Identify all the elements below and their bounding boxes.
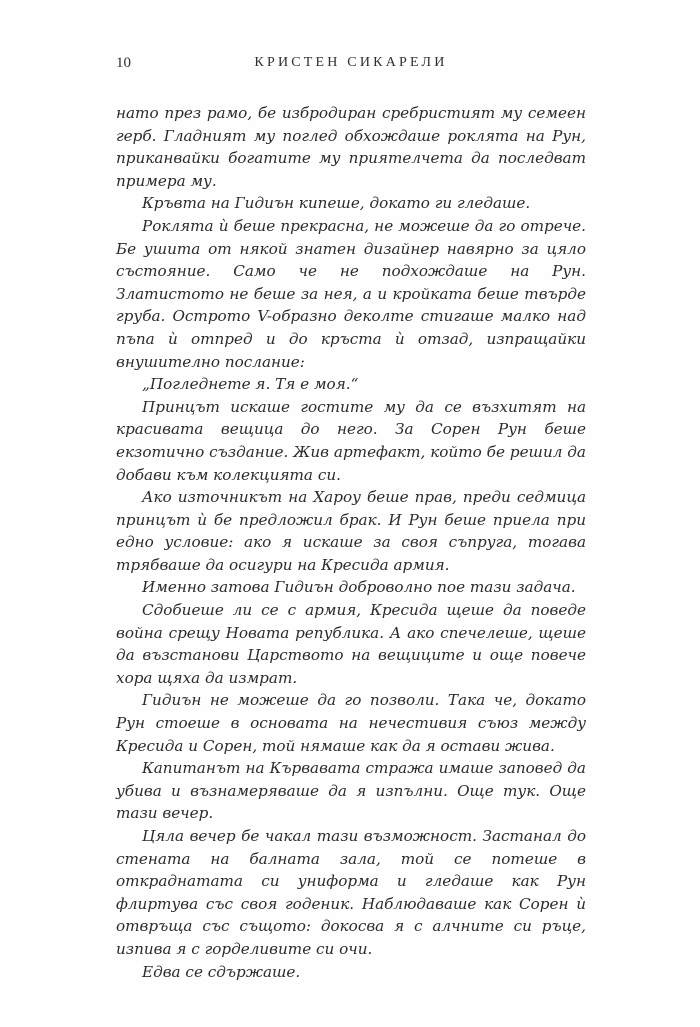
running-head-author: КРИСТЕН СИКАРЕЛИ: [254, 55, 448, 70]
page-header: [116, 55, 586, 77]
paragraph: Едва се сдържаше.: [142, 962, 301, 981]
paragraph: Цяла вечер бе чакал тази възможност. Застанал до стената на балната зала, той се потеше в откраднатата си униформа и гледаше как Рун флиртува със своя годеник. Наблюдаваше как Сорен ѝ отвръща със същото: докосва я с алчните си ръце, изпива я с горделивите си очи.: [116, 827, 586, 958]
paragraph: нато през рамо, бе избродиран сребристият му семеен герб. Гладният му поглед обхождаше роклята на Рун, приканвайки богатите му приятелчета да последват примера му.: [116, 104, 586, 190]
page-number: 10: [116, 55, 131, 71]
paragraph: Именно затова Гидиън доброволно пое тази задача.: [142, 578, 576, 597]
paragraph: Гидиън не можеше да го позволи. Така че, докато Рун стоеше в основата на нечестивия съюз между Кресида и Сорен, той нямаше как да я остави жива.: [116, 691, 586, 755]
paragraph: Принцът искаше гостите му да се възхитят на красивата вещица до него. За Сорен Рун беше екзотично създание. Жив артефакт, който бе решил да добави към колекцията си.: [116, 397, 586, 484]
paragraph: „Погледнете я. Тя е моя.“: [142, 375, 359, 394]
body-text: [116, 102, 586, 983]
paragraph: Кръвта на Гидиън кипеше, докато ги гледаше.: [142, 194, 531, 213]
paragraph: Роклята ѝ беше прекрасна, не можеше да го отрече. Бе ушита от някой знатен дизайнер навярно за цяло състояние. Само че не подхождаше на Рун. Златистото не беше за нея, а и кройката беше твърде груба. Острото V-образно деколте стигаше малко над пъпа ѝ отпред и до кръста ѝ отзад, изпращайки внушително послание:: [116, 216, 586, 371]
paragraph: Ако източникът на Хароу беше прав, преди седмица принцът ѝ бе предложил брак. И Рун беше приела при едно условие: ако я искаше за своя съпруга, тогава трябваше да осигури на Кресида армия.: [116, 488, 586, 574]
paragraph: Капитанът на Кървавата стража имаше заповед да убива и възнамеряваше да я изпълни. Още тук. Още тази вечер.: [116, 759, 586, 823]
paragraph: Сдобиеше ли се с армия, Кресида щеше да поведе война срещу Новата република. А ако спечелеше, щеше да възстанови Царството на вещиците и още повече хора щяха да измрат.: [116, 601, 586, 687]
